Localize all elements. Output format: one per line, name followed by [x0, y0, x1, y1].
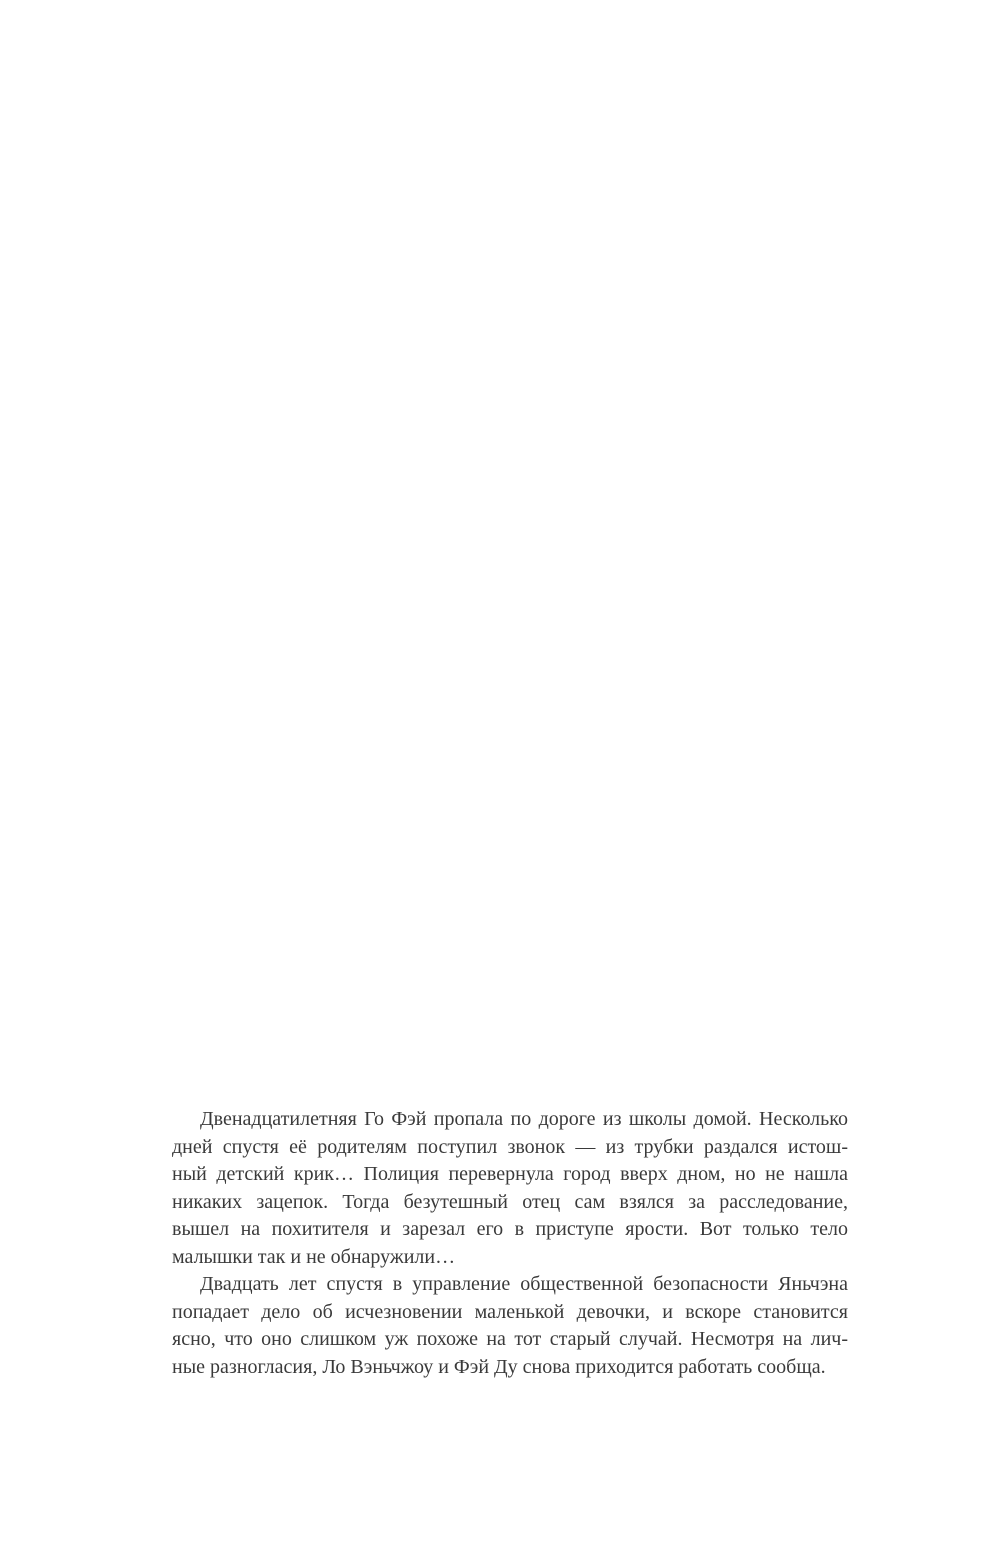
text-line: никаких зацепок. Тогда безутешный отец сам взялся за расследование,	[172, 1190, 848, 1213]
text-line: дней спустя её родителям поступил звонок — из трубки раздался истош-	[172, 1135, 848, 1158]
text-line: Двенадцатилетняя Го Фэй пропала по дороге из школы домой. Несколько	[200, 1108, 848, 1130]
annotation-paragraph-1	[172, 1106, 848, 1271]
text-line: попадает дело об исчезновении маленькой девочки, и вскоре становится	[172, 1300, 848, 1323]
text-line: вышел на похитителя и зарезал его в приступе ярости. Вот только тело	[172, 1218, 848, 1240]
text-line: ный детский крик… Полиция перевернула город вверх дном, но не нашла	[172, 1163, 848, 1185]
book-annotation	[172, 1106, 848, 1381]
annotation-paragraph-2	[172, 1271, 848, 1381]
text-line: ные разногласия, Ло Вэньчжоу и Фэй Ду снова приходится работать сообща.	[172, 1355, 826, 1378]
text-line: ясно, что оно слишком уж похоже на тот старый случай. Несмотря на лич-	[172, 1328, 848, 1350]
text-line: малышки так и не обнаружили…	[172, 1245, 456, 1268]
text-line: Двадцать лет спустя в управление общественной безопасности Яньчэна	[200, 1273, 848, 1295]
